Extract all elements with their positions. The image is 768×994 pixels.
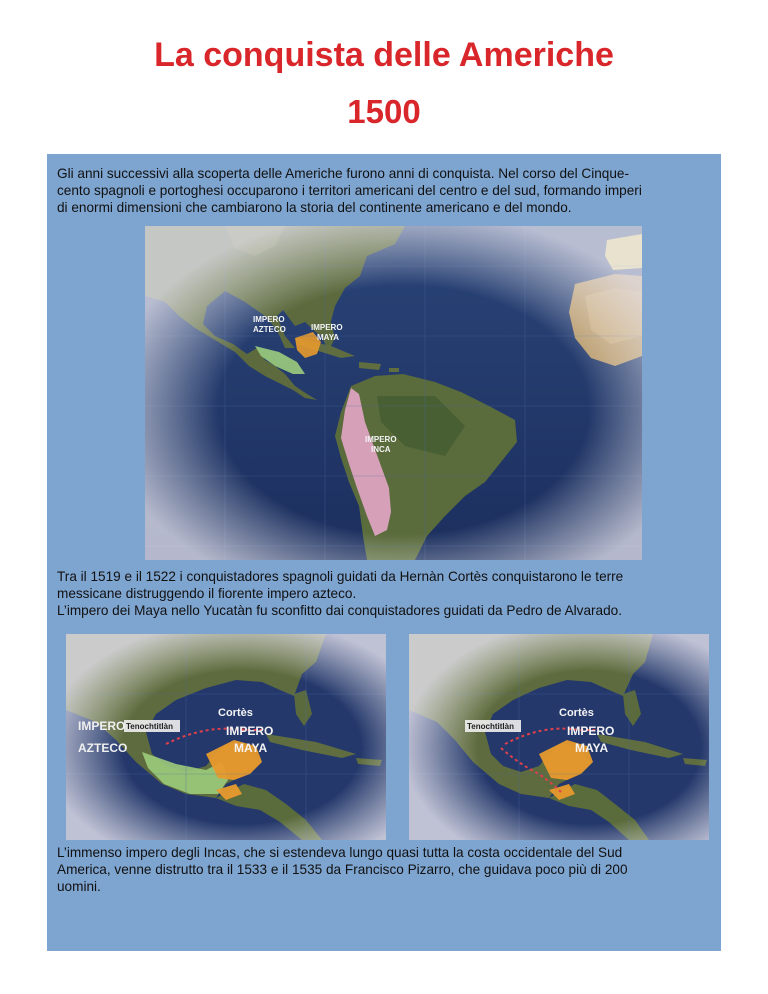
- azteco-label-1: IMPERO: [78, 719, 126, 733]
- cortes-label: Cortès: [559, 707, 594, 719]
- city-label: Tenochtitlàn: [467, 722, 514, 731]
- inca-label-2: INCA: [371, 445, 391, 454]
- azteco-label-2: AZTECO: [78, 741, 128, 755]
- maya-label-1: IMPERO: [311, 323, 343, 332]
- azteco-label-1: IMPERO: [253, 315, 285, 324]
- cortes-label: Cortès: [218, 707, 253, 719]
- conquest-line: Tra il 1519 e il 1522 i conquistadores spagnoli guidati da Hernàn Cortès conquistarono le terre: [57, 569, 624, 584]
- conquest-line: messicane distruggendo il fiorente impero azteco.: [57, 586, 357, 601]
- intro-paragraph: [57, 165, 713, 216]
- azteco-label-2: AZTECO: [253, 325, 286, 334]
- city-label: Tenochtitlàn: [126, 722, 173, 731]
- maya-label-1: IMPERO: [226, 724, 274, 738]
- content-panel: [47, 154, 721, 951]
- conquest-line: L’impero dei Maya nello Yucatàn fu sconfitto dai conquistadores guidati da Pedro de Alvarado.: [57, 603, 623, 618]
- intro-line: di enormi dimensioni che cambiarono la storia del continente americano e del mondo.: [57, 200, 572, 215]
- maya-label-1: IMPERO: [567, 724, 615, 738]
- page-year: 1500: [347, 93, 421, 130]
- americas-empires-map: [145, 226, 642, 560]
- maya-label-2: MAYA: [317, 333, 340, 342]
- inca-label-1: IMPERO: [365, 435, 397, 444]
- intro-line: cento spagnoli e portoghesi occuparono i territori americani del centro e del sud, formando imperi: [57, 183, 642, 198]
- inca-paragraph: [57, 844, 713, 895]
- intro-line: Gli anni successivi alla scoperta delle Americhe furono anni di conquista. Nel corso del Cinque-: [57, 166, 629, 181]
- maya-label-2: MAYA: [234, 741, 268, 755]
- page-title: La conquista delle Americhe: [154, 36, 614, 74]
- inca-line: uomini.: [57, 879, 101, 894]
- conquest-paragraph: [57, 568, 713, 619]
- alvarado-maya-map: [409, 634, 709, 840]
- inca-line: America, venne distrutto tra il 1533 e il 1535 da Francisco Pizarro, che guidava poco più di 200: [57, 862, 628, 877]
- cortes-aztec-map: [66, 634, 386, 840]
- maya-label-2: MAYA: [575, 741, 609, 755]
- inca-line: L’immenso impero degli Incas, che si estendeva lungo quasi tutta la costa occidentale del Sud: [57, 845, 623, 860]
